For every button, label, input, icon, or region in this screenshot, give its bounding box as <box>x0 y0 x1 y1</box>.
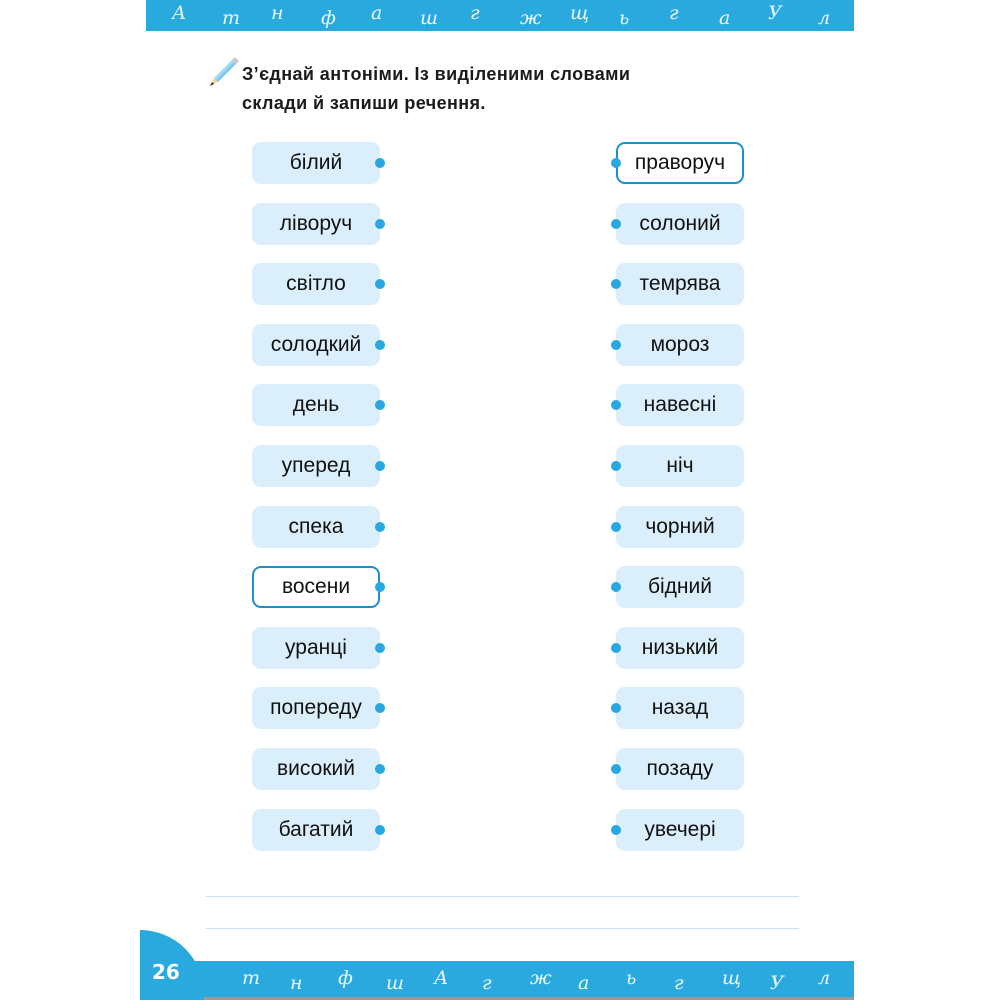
left-word-box[interactable]: білий <box>252 142 380 184</box>
left-connection-dot[interactable] <box>375 643 385 653</box>
right-word-box[interactable]: бідний <box>616 566 744 608</box>
cursive-letter: ш <box>386 972 404 994</box>
cursive-letter: щ <box>722 967 742 989</box>
cursive-letter: л <box>818 7 831 29</box>
left-word-box[interactable]: день <box>252 384 380 426</box>
cursive-letter: г <box>674 972 684 994</box>
bottom-cursive-letters <box>146 961 854 1000</box>
top-cursive-letters <box>146 0 854 31</box>
workbook-page <box>146 0 854 1000</box>
cursive-letter: а <box>578 972 590 994</box>
right-word-box[interactable]: навесні <box>616 384 744 426</box>
right-word-box[interactable]: позаду <box>616 748 744 790</box>
right-word-box[interactable]: солоний <box>616 203 744 245</box>
right-word-box[interactable]: темрява <box>616 263 744 305</box>
bottom-decorative-border <box>146 961 854 1000</box>
pencil-icon <box>206 56 240 88</box>
cursive-letter: а <box>371 2 383 24</box>
right-connection-dot[interactable] <box>611 522 621 532</box>
left-connection-dot[interactable] <box>375 825 385 835</box>
cursive-letter: л <box>818 967 831 989</box>
task-instruction <box>242 60 712 118</box>
left-connection-dot[interactable] <box>375 522 385 532</box>
cursive-letter: ш <box>420 7 438 29</box>
writing-line-2[interactable] <box>206 928 799 929</box>
right-word-box[interactable]: ніч <box>616 445 744 487</box>
cursive-letter: т <box>222 7 241 29</box>
left-connection-dot[interactable] <box>375 279 385 289</box>
top-decorative-border <box>146 0 854 31</box>
cursive-letter: ж <box>520 7 542 29</box>
writing-line-1[interactable] <box>206 896 799 897</box>
right-word-box[interactable]: назад <box>616 687 744 729</box>
right-connection-dot[interactable] <box>611 461 621 471</box>
left-connection-dot[interactable] <box>375 764 385 774</box>
instruction-line-2: склади й запиши речення. <box>242 93 486 113</box>
instruction-line-1: З’єднай антоніми. Із виділеними словами <box>242 64 631 84</box>
right-connection-dot[interactable] <box>611 582 621 592</box>
left-word-box[interactable]: уранці <box>252 627 380 669</box>
right-word-box[interactable]: мороз <box>616 324 744 366</box>
right-connection-dot[interactable] <box>611 825 621 835</box>
cursive-letter: а <box>719 7 731 29</box>
right-connection-dot[interactable] <box>611 219 621 229</box>
cursive-letter: ф <box>321 7 336 29</box>
right-connection-dot[interactable] <box>611 158 621 168</box>
right-connection-dot[interactable] <box>611 279 621 289</box>
left-word-box[interactable]: високий <box>252 748 380 790</box>
left-connection-dot[interactable] <box>375 582 385 592</box>
right-word-box[interactable]: низький <box>616 627 744 669</box>
cursive-letter: А <box>434 967 449 989</box>
left-word-box[interactable]: солодкий <box>252 324 380 366</box>
cursive-letter: ф <box>338 967 353 989</box>
cursive-letter: ж <box>530 967 552 989</box>
cursive-letter: г <box>470 2 480 24</box>
left-word-box[interactable]: ліворуч <box>252 203 380 245</box>
left-word-box[interactable]: попереду <box>252 687 380 729</box>
cursive-letter: г <box>669 2 679 24</box>
cursive-letter: ь <box>619 7 630 29</box>
left-word-box[interactable]: світло <box>252 263 380 305</box>
left-connection-dot[interactable] <box>375 219 385 229</box>
page-number-tab <box>140 930 204 1000</box>
left-connection-dot[interactable] <box>375 340 385 350</box>
cursive-letter: У <box>768 2 782 24</box>
left-connection-dot[interactable] <box>375 461 385 471</box>
left-connection-dot[interactable] <box>375 400 385 410</box>
left-word-box[interactable]: спека <box>252 506 380 548</box>
left-connection-dot[interactable] <box>375 158 385 168</box>
cursive-letter: щ <box>570 2 590 24</box>
right-word-box[interactable]: чорний <box>616 506 744 548</box>
right-connection-dot[interactable] <box>611 400 621 410</box>
right-connection-dot[interactable] <box>611 643 621 653</box>
left-connection-dot[interactable] <box>375 703 385 713</box>
cursive-letter: г <box>482 972 492 994</box>
right-connection-dot[interactable] <box>611 764 621 774</box>
right-connection-dot[interactable] <box>611 340 621 350</box>
right-word-box[interactable]: праворуч <box>616 142 744 184</box>
right-connection-dot[interactable] <box>611 703 621 713</box>
cursive-letter: А <box>172 2 187 24</box>
left-word-box[interactable]: восени <box>252 566 380 608</box>
cursive-letter: ь <box>626 967 637 989</box>
left-word-box[interactable]: багатий <box>252 809 380 851</box>
cursive-letter: н <box>271 2 284 24</box>
cursive-letter: н <box>290 972 303 994</box>
left-word-box[interactable]: уперед <box>252 445 380 487</box>
cursive-letter: т <box>242 967 261 989</box>
right-word-box[interactable]: увечері <box>616 809 744 851</box>
page-number: 26 <box>152 960 180 984</box>
cursive-letter: У <box>770 972 784 994</box>
